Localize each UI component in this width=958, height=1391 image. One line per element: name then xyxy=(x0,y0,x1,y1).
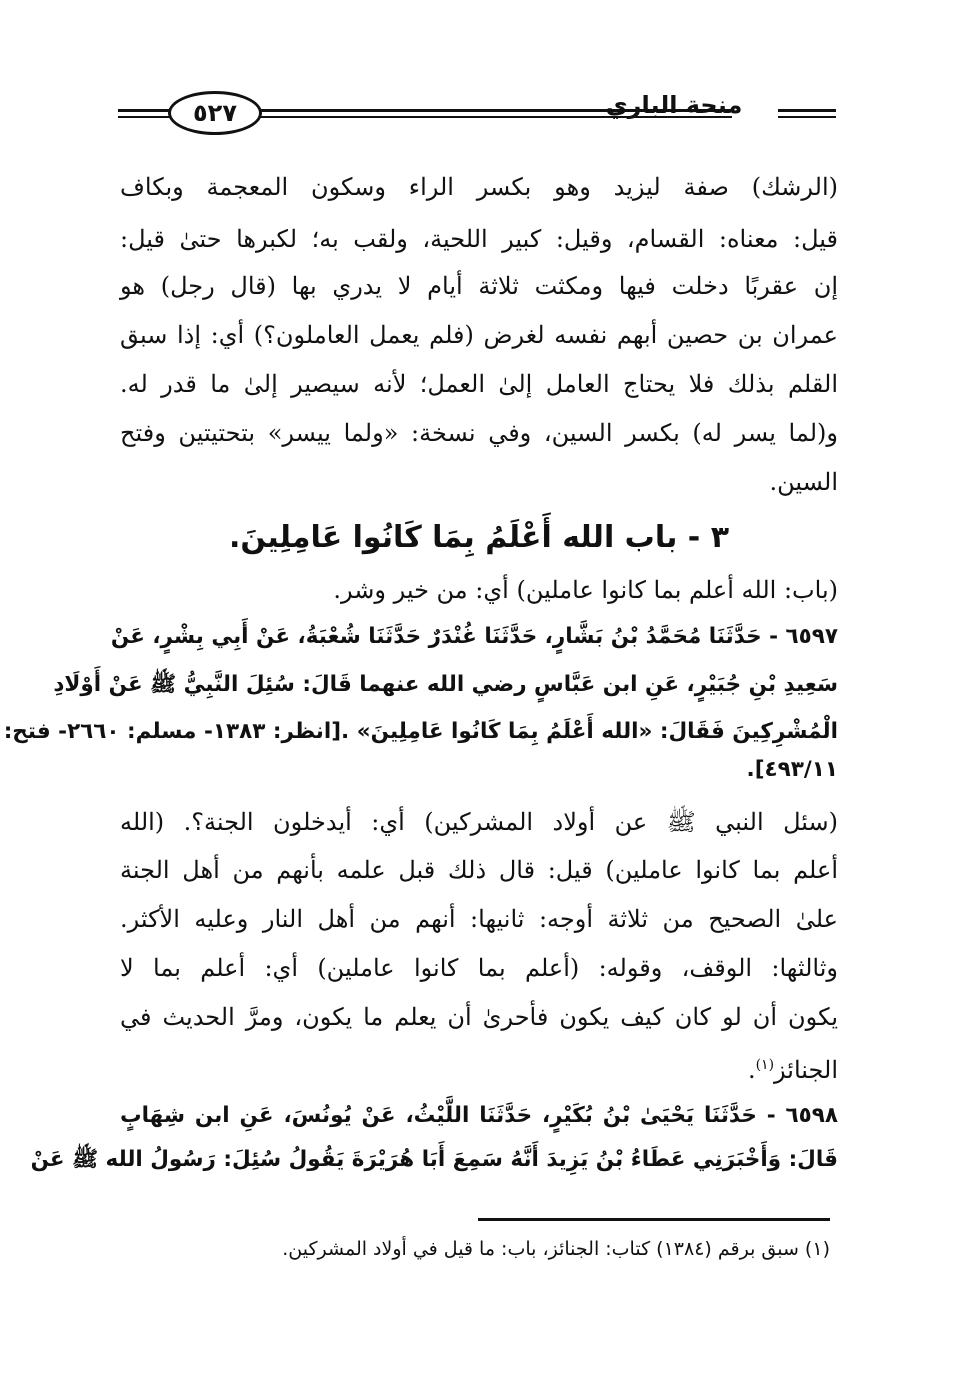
footnote-rule xyxy=(478,1218,830,1221)
text-line: قيل: معناه: القسام، وقيل: كبير اللحية، ولقب به؛ لكبرها حتىٰ قيل: xyxy=(120,225,838,253)
hadith-line: الْمُشْرِكِينَ فَقَالَ: «الله أَعْلَمُ بِمَا كَانُوا عَامِلِينَ» .[انظر: ١٣٨٣- مسلم: ٢٦٦٠- فتح: xyxy=(3,719,838,744)
chapter-heading: ٣ - باب الله أَعْلَمُ بِمَا كَانُوا عَامِلِينَ. xyxy=(228,520,729,555)
header-rule xyxy=(778,109,836,112)
hadith-line: ٤٩٣/١١]. xyxy=(746,757,838,782)
text-line: و(لما يسر له) بكسر السين، وفي نسخة: «ولما ييسر» بتحتيتين وفتح xyxy=(120,419,838,447)
hadith-line: قَالَ: وَأَخْبَرَنِي عَطَاءُ بْنُ يَزِيدَ أَنَّهُ سَمِعَ أَبَا هُرَيْرَةَ يَقُولُ سُئِلَ: رَسُولُ الله ﷺ عَنْ xyxy=(30,1147,838,1172)
text-line: (سئل النبي ﷺ عن أولاد المشركين) أي: أيدخلون الجنة؟. (الله xyxy=(120,808,838,836)
footnote-marker: (١) xyxy=(755,1057,775,1073)
text-line: عمران بن حصين أبهم نفسه لغرض (فلم يعمل العاملون؟) أي: إذا سبق xyxy=(120,321,838,349)
text-line: وثالثها: الوقف، وقوله: (أعلم بما كانوا عاملين) أي: أعلم بما لا xyxy=(120,954,838,982)
footnote: (١) سبق برقم (١٣٨٤) كتاب: الجنائز، باب: ما قيل في أولاد المشركين. xyxy=(282,1238,830,1260)
text-line: القلم بذلك فلا يحتاج العامل إلىٰ العمل؛ لأنه سيصير إلىٰ ما قدر له. xyxy=(120,370,838,398)
page-header xyxy=(118,85,836,145)
text-line: الجنائز$^{(١)}$. xyxy=(747,1056,838,1084)
running-title: منحة الباري xyxy=(605,91,743,119)
chapter-gloss: (باب: الله أعلم بما كانوا عاملين) أي: من خير وشر. xyxy=(333,576,838,604)
hadith-line: سَعِيدِ بْنِ جُبَيْرٍ، عَنِ ابن عَبَّاسٍ رضي الله عنهما قَالَ: سُئِلَ النَّبِيُّ ﷺ عَنْ أَوْلَادِ xyxy=(53,672,838,697)
text-line: أعلم بما كانوا عاملين) قيل: قال ذلك قبل علمه بأنهم من أهل الجنة xyxy=(120,856,838,884)
page-number: ٥٢٧ xyxy=(168,91,262,135)
text-line: إن عقربًا دخلت فيها ومكثت ثلاثة أيام لا يدري بها (قال رجل) هو xyxy=(120,272,838,300)
header-rule xyxy=(778,116,836,118)
header-rule xyxy=(118,109,170,112)
text-line: (الرشك) صفة ليزيد وهو بكسر الراء وسكون المعجمة وبكاف xyxy=(120,173,838,201)
text-line: السين. xyxy=(769,468,838,496)
text-line: علىٰ الصحيح من ثلاثة أوجه: ثانيها: أنهم من أهل النار وعليه الأكثر. xyxy=(120,905,838,933)
hadith-line: ٦٥٩٨ - حَدَّثَنَا يَحْيَىٰ بْنُ بُكَيْرٍ، حَدَّثَنَا اللَّيْثُ، عَنْ يُونُسَ، عَنِ ابن شِهَابٍ xyxy=(120,1103,838,1128)
hadith-line: ٦٥٩٧ - حَدَّثَنَا مُحَمَّدُ بْنُ بَشَّارٍ، حَدَّثَنَا غُنْدَرٌ حَدَّثَنَا شُعْبَةُ، عَنْ أَبِي بِشْرٍ، عَنْ xyxy=(110,624,838,649)
text-line: يكون أن لو كان كيف يكون فأحرىٰ أن يعلم ما يكون، ومرَّ الحديث في xyxy=(120,1003,838,1031)
text-segment: الجنائز xyxy=(774,1056,838,1084)
header-rule xyxy=(118,116,170,118)
